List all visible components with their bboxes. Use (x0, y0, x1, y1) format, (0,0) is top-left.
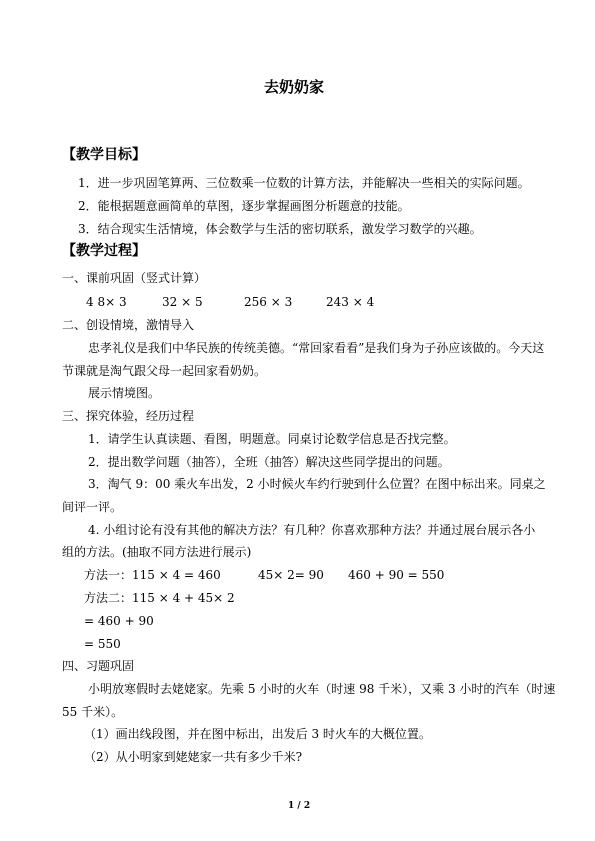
process-heading: 【教学过程】 (62, 243, 146, 259)
calc-2: 32 × 5 (162, 295, 203, 309)
section-4-question-2: （2）从小明家到姥姥家一共有多少千米? (84, 750, 303, 764)
goal-item-1: 1．进一步巩固笔算两、三位数乘一位数的计算方法，并能解决一些相关的实际问题。 (78, 176, 530, 190)
section-3-line-3: 3．淘气 9：00 乘火车出发，2 小时候火车约行驶到什么位置？在图中标出来。同桌之 (88, 477, 546, 491)
section-4-question-1: （1）画出线段图，并在图中标出，出发后 3 时火车的大概位置。 (84, 727, 431, 741)
calc-1: 4 8× 3 (86, 295, 127, 309)
section-3-line-4-cont: 组的方法。(抽取不同方法进行展示) (62, 545, 252, 559)
section-1-title: 一、课前巩固（竖式计算） (62, 271, 207, 285)
section-3-line-4: 4. 小组讨论有没有其他的解决方法？有几种？你喜欢那种方法？并通过展台展示各小 (88, 523, 536, 537)
method-2-step-2: = 460 + 90 (84, 614, 154, 628)
calc-3: 256 × 3 (244, 295, 293, 309)
section-4-paragraph-1: 小明放寒假时去姥姥家。先乘 5 小时的火车（时速 98 千米），又乘 3 小时的汽车（时速 (88, 682, 556, 696)
page-title: 去奶奶家 (264, 78, 325, 96)
section-3-line-1: 1．请学生认真读题、看图，明题意。同桌讨论数学信息是否找完整。 (88, 432, 456, 446)
goals-heading: 【教学目标】 (62, 147, 146, 163)
calc-4: 243 × 4 (326, 295, 375, 309)
section-3-line-3-cont: 间评一评。 (62, 500, 123, 514)
method-2-step-3: = 550 (84, 637, 121, 651)
method-1: 方法一：115 × 4 = 460 (84, 568, 221, 582)
goal-item-3: 3．结合现实生活情境，体会数学与生活的密切联系，激发学习数学的兴趣。 (78, 222, 482, 236)
section-2-paragraph-1: 忠孝礼仪是我们中华民族的传统美德。“常回家看看”是我们身为子孙应该做的。今天这 (88, 341, 545, 355)
section-2-paragraph-2: 节课就是淘气跟父母一起回家看奶奶。 (62, 364, 267, 378)
section-4-title: 四、习题巩固 (62, 659, 135, 673)
page-number: 1 / 2 (288, 801, 311, 811)
section-3-line-2: 2．提出数学问题（抽答），全班（抽答）解决这些同学提出的问题。 (88, 455, 450, 469)
section-3-title: 三、探究体验，经历过程 (62, 409, 195, 423)
method-1-step-3: 460 + 90 = 550 (348, 568, 445, 582)
goal-item-2: 2．能根据题意画简单的草图，逐步掌握画图分析题意的技能。 (78, 199, 410, 213)
section-2-paragraph-3: 展示情境图。 (88, 386, 161, 400)
section-2-title: 二、创设情境，激情导入 (62, 318, 195, 332)
method-1-step-2: 45× 2= 90 (258, 568, 324, 582)
section-4-paragraph-2: 55 千米）。 (62, 705, 124, 719)
method-2: 方法二：115 × 4 + 45× 2 (84, 591, 235, 605)
